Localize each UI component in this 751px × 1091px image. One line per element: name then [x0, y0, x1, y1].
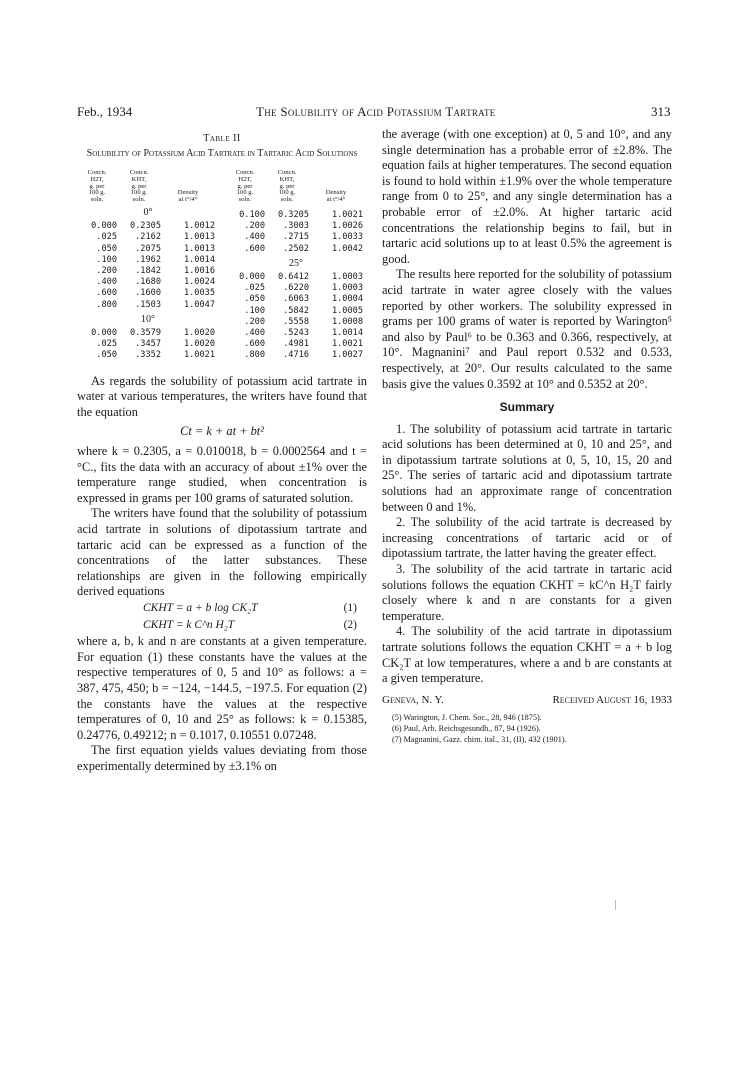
table-cell: 1.0014 [183, 254, 215, 265]
reference-5: (5) Warington, J. Chem. Soc., 28, 946 (1875). [392, 713, 542, 723]
table-label: Table II [203, 133, 241, 144]
page-number: 313 [651, 104, 671, 119]
paragraph: As regards the solubility of potassium acid tartrate in water at various temperatures, the writers have found that the equation [77, 373, 367, 419]
table-cell: .200 [244, 221, 265, 232]
table-title: Solubility of Potassium Acid Tartrate in Tartaric Acid Solutions [86, 148, 358, 159]
table-cell: 1.0020 [183, 339, 215, 350]
left-column [77, 127, 367, 774]
table-cell: 0.000 [91, 328, 117, 339]
table-row [77, 288, 219, 299]
table-cell: 1.0020 [183, 328, 215, 339]
table-cell: 1.0003 [331, 272, 363, 283]
table-cell: .6063 [283, 294, 309, 305]
temperature-label: 25° [289, 257, 303, 269]
right-column [382, 127, 672, 745]
received-date: Received August 16, 1933 [552, 693, 672, 706]
margin-mark [615, 900, 620, 910]
column-header: Density at t°/4° [177, 189, 199, 204]
paragraph: The first equation yields values deviating from those experimentally determined by ±3.1% on [77, 743, 367, 773]
running-header-title: The Solubility of Acid Potassium Tartrate [256, 104, 496, 119]
table-cell: .600 [244, 339, 265, 350]
paragraph: where a, b, k and n are constants at a given temperature. For equation (1) these constants have the values at the respective temperatures of 0, 5 and 10° as follows: a = 387, 475, 450; b = −124, −144.5, −197.5. For equation (2) the constants have the values at the respective temperatures of 0, 10 and 25° as follows: k = 0.15385, 0.24776, 0.49212; n = 0.1017, 0.10551 0.07248. [77, 634, 367, 742]
table-row [225, 244, 367, 255]
table-cell: 1.0021 [331, 339, 363, 350]
paragraph: The results here reported for the solubility of potassium acid tartrate in water agree closely with the values reported by other workers. The solubility expressed in grams per 100 grams of water is reported by Warington⁵ and also by Paul⁶ to be 0.363 and 0.366, respectively, at 10°. Magnanini⁷ and Paul report 0.532 and 0.533, respectively, at 20°. Our results calculated to the same basis give the values 0.3592 at 10° and 0.5352 at 20°. [382, 267, 672, 391]
table-cell: .3003 [283, 221, 309, 232]
table-cell: 0.6412 [277, 272, 309, 283]
table-cell: .050 [96, 243, 117, 254]
references [382, 712, 672, 745]
reference-6: (6) Paul, Arb. Reichsgesundh., 87, 94 (1926). [392, 724, 541, 734]
table-cell: .3352 [135, 350, 161, 361]
table-cell: .050 [96, 350, 117, 361]
table-cell: .025 [96, 339, 117, 350]
table-cell: .5558 [283, 316, 309, 327]
table-cell: 1.0014 [331, 328, 363, 339]
column-header: Concn. H2T, g. per 100 g. soln. [235, 169, 255, 204]
table-cell: .800 [244, 350, 265, 361]
equation-1-number: (1) [343, 601, 357, 614]
table-row [225, 272, 367, 283]
table-cell: 1.0003 [331, 283, 363, 294]
table-cell: .200 [244, 316, 265, 327]
table-cell: 1.0026 [331, 221, 363, 232]
table-cell: .1503 [135, 299, 161, 310]
table-row [225, 221, 367, 232]
table-row [225, 283, 367, 294]
table-cell: 0.2305 [129, 221, 161, 232]
temperature-label: 10° [141, 313, 155, 325]
table-cell: 1.0016 [183, 266, 215, 277]
table-header-row [225, 164, 367, 204]
table-row [77, 232, 219, 243]
column-header: Concn. KHT, g. per 100 g. soln. [129, 169, 149, 204]
table-cell: 1.0021 [331, 210, 363, 220]
table-row [225, 317, 367, 328]
table-cell: .600 [96, 288, 117, 299]
equation-2-number: (2) [343, 618, 357, 631]
table-cell: 1.0012 [183, 221, 215, 232]
table-cell: 1.0033 [331, 232, 363, 243]
running-header-date: Feb., 1934 [77, 104, 133, 119]
table-header-row [77, 164, 219, 204]
summary-item-2: 2. The solubility of the acid tartrate is decreased by increasing concentrations of tartaric acid or of dipotassium tartrate, the latter having the greater effect. [382, 515, 672, 561]
table-caption [77, 133, 367, 160]
table-row [225, 306, 367, 317]
table-cell: .400 [96, 277, 117, 288]
paragraph: The writers have found that the solubility of potassium acid tartrate in solutions of dipotassium tartrate and tartaric acid can be expressed as a function of the concentrations of the latter substances. These relationships are given in the following empirically derived equations [77, 506, 367, 599]
table-row [77, 266, 219, 277]
summary-item-1: 1. The solubility of potassium acid tartrate in tartaric acid solutions has been determined at 0, 10 and 25°, and in dipotassium tartrate solutions at 0, 5, 10, 15, 20 and 25°. The series of tartaric acid and dipotassium tartrate solutions had an approximate range of concentration between 0 and 1%. [382, 421, 672, 514]
table-cell: 0.000 [91, 221, 117, 232]
table-cell: .1962 [135, 254, 161, 265]
table-row [225, 294, 367, 305]
table-cell: .600 [244, 243, 265, 254]
table-cell: 1.0021 [183, 350, 215, 361]
paragraph: where k = 0.2305, a = 0.010018, b = 0.0002564 and t = °C., fits the data with an accuracy of about ±1% over the temperature range studied, when concentration is expressed in grams per 100 grams of saturated solution. [77, 444, 367, 505]
table-cell: .2162 [135, 232, 161, 243]
table-cell: 1.0008 [331, 316, 363, 327]
table-cell: 1.0013 [183, 232, 215, 243]
table-cell: 0.000 [239, 272, 265, 283]
table-cell: 1.0024 [183, 277, 215, 288]
section-heading-summary: Summary [499, 400, 555, 415]
table-cell: 1.0005 [331, 305, 363, 316]
equation-2-text: CKHT = k C^n H₂T [143, 618, 235, 631]
table-cell: .4716 [283, 350, 309, 361]
table-row [225, 339, 367, 350]
table-cell: 1.0047 [183, 299, 215, 310]
equation-2 [77, 618, 367, 634]
table-cell: 1.0027 [331, 350, 363, 361]
table-row [77, 350, 219, 361]
table-cell: .2075 [135, 243, 161, 254]
table-cell: .2502 [283, 243, 309, 254]
table-cell: .025 [96, 232, 117, 243]
table-cell: .5842 [283, 305, 309, 316]
table-cell: .800 [96, 299, 117, 310]
table-cell: 1.0004 [331, 294, 363, 305]
table-row [77, 255, 219, 266]
table-cell: .3457 [135, 339, 161, 350]
reference-7: (7) Magnanini, Gazz. chim. ital., 31, (II), 432 (1901). [392, 735, 567, 745]
table-cell: .400 [244, 328, 265, 339]
table-cell: .6220 [283, 283, 309, 294]
equation-1-text: CKHT = a + b log CK₂T [143, 601, 258, 614]
column-header: Concn. KHT, g. per 100 g. soln. [277, 169, 297, 204]
table-row [225, 210, 367, 221]
table-cell: .400 [244, 232, 265, 243]
signature-line [382, 693, 672, 709]
table-row [77, 328, 219, 339]
column-header: Concn. H2T, g. per 100 g. soln. [87, 169, 107, 204]
table-row [225, 328, 367, 339]
table-row [225, 350, 367, 361]
table-row [77, 221, 219, 232]
temperature-label: 0° [143, 207, 153, 218]
solubility-table [77, 164, 367, 362]
column-header: Density at t°/4° [325, 189, 347, 204]
table-row [77, 244, 219, 255]
table-row [77, 339, 219, 350]
table-cell: .1600 [135, 288, 161, 299]
table-cell: .4981 [283, 339, 309, 350]
table-cell: 0.100 [239, 210, 265, 220]
table-cell: .050 [244, 294, 265, 305]
table-left-half [77, 164, 219, 362]
equation-ct: Ct = k + at + bt² [180, 424, 264, 439]
table-cell: .5243 [283, 328, 309, 339]
table-cell: .1842 [135, 266, 161, 277]
table-cell: 1.0035 [183, 288, 215, 299]
place: Geneva, N. Y. [382, 693, 444, 706]
summary-item-3: 3. The solubility of the acid tartrate in tartaric acid solutions follows the equation CKHT = kC^n H₂T fairly closely where k and n are constants for a given temperature. [382, 562, 672, 623]
table-cell: 1.0042 [331, 243, 363, 254]
table-right-half [225, 164, 367, 362]
equation-1 [77, 601, 367, 617]
table-cell: .2715 [283, 232, 309, 243]
summary-item-4: 4. The solubility of the acid tartrate in dipotassium tartrate solutions follows the equation CKHT = a + b log CK₂T at low temperatures, where a and b are constants at a given temperature. [382, 624, 672, 686]
table-cell: .100 [244, 305, 265, 316]
table-cell: .200 [96, 266, 117, 277]
table-row [225, 232, 367, 243]
table-cell: 0.3205 [277, 210, 309, 220]
table-row [77, 300, 219, 311]
table-cell: .025 [244, 283, 265, 294]
table-cell: .100 [96, 254, 117, 265]
paragraph: the average (with one exception) at 0, 5 and 10°, and any single determination has a probable error of ±2.8%. The equation fails at higher temperatures. The second equation is found to hold within ±1.9% over the whole temperature range from 0 to 25°, and any single determination has a probable error of ±2.0%. At higher tartaric acid concentrations the relationship begins to fail, but in tartaric acid solutions up to at least 0.5% the agreement is good. [382, 127, 672, 266]
table-cell: 0.3579 [129, 328, 161, 339]
table-cell: .1680 [135, 277, 161, 288]
table-row [77, 277, 219, 288]
table-cell: 1.0013 [183, 243, 215, 254]
